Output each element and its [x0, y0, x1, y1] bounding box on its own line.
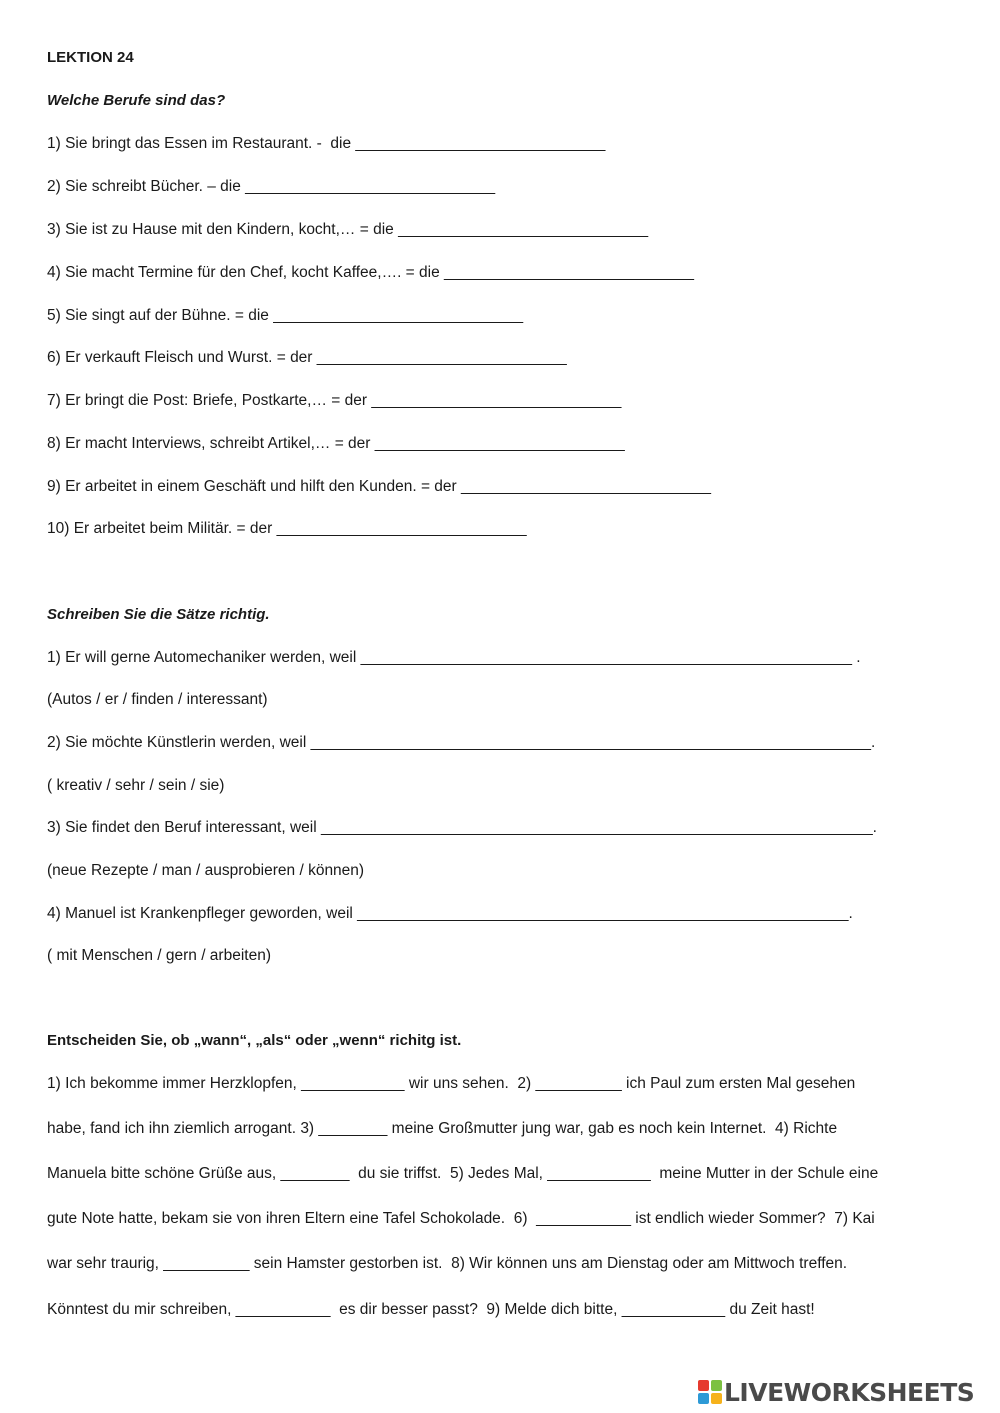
profession-item-6: 6) Er verkauft Fleisch und Wurst. = der _____________________________	[47, 349, 567, 366]
logo-cell-e	[711, 1393, 722, 1404]
conjunction-paragraph-line: gute Note hatte, bekam sie von ihren Eltern eine Tafel Schokolade. 6) ___________ ist endlich wieder Sommer? 7) Kai	[47, 1210, 875, 1227]
liveworksheets-logo	[698, 1376, 994, 1410]
profession-item-3: 3) Sie ist zu Hause mit den Kindern, kocht,… = die _____________________________	[47, 221, 649, 238]
conjunction-paragraph-line: habe, fand ich ihn ziemlich arrogant. 3) ________ meine Großmutter jung war, gab es noch kein Internet. 4) Richte	[47, 1120, 838, 1137]
sentence-item-1: 1) Er will gerne Automechaniker werden, weil _________________________________________________________ .	[47, 649, 861, 666]
sentence-item-3: 3) Sie findet den Beruf interessant, weil ________________________________________________________________.	[47, 819, 877, 836]
logo-cell-v	[698, 1393, 709, 1404]
profession-item-4: 4) Sie macht Termine für den Chef, kocht Kaffee,…. = die _____________________________	[47, 264, 695, 281]
sentence-hint-1: (Autos / er / finden / interessant)	[47, 691, 268, 708]
sentence-item-2: 2) Sie möchte Künstlerin werden, weil _________________________________________________________________.	[47, 734, 876, 751]
section-heading-sentences: Schreiben Sie die Sätze richtig.	[47, 606, 270, 623]
profession-item-8: 8) Er macht Interviews, schreibt Artikel,… = der _____________________________	[47, 435, 625, 452]
logo-wordmark: LIVEWORKSHEETS	[724, 1378, 975, 1407]
logo-cell-i	[711, 1380, 722, 1391]
logo-cell-l	[698, 1380, 709, 1391]
conjunction-paragraph-line: war sehr traurig, __________ sein Hamster gestorben ist. 8) Wir können uns am Dienstag oder am Mittwoch treffen.	[47, 1255, 848, 1272]
section-heading-professions: Welche Berufe sind das?	[47, 92, 226, 109]
sentence-hint-2: ( kreativ / sehr / sein / sie)	[47, 777, 225, 794]
conjunction-paragraph-line: 1) Ich bekomme immer Herzklopfen, ____________ wir uns sehen. 2) __________ ich Paul zum ersten Mal gesehen	[47, 1075, 856, 1092]
conjunction-paragraph-line: Manuela bitte schöne Grüße aus, ________ du sie triffst. 5) Jedes Mal, ____________ meine Mutter in der Schule eine	[47, 1165, 879, 1182]
sentence-hint-3: (neue Rezepte / man / ausprobieren / können)	[47, 862, 365, 879]
profession-item-7: 7) Er bringt die Post: Briefe, Postkarte,… = der _____________________________	[47, 392, 622, 409]
lesson-title: LEKTION 24	[47, 49, 134, 66]
sentence-item-4: 4) Manuel ist Krankenpfleger geworden, weil _________________________________________________________.	[47, 905, 853, 922]
logo-grid-icon	[698, 1380, 722, 1404]
profession-item-1: 1) Sie bringt das Essen im Restaurant. - die _____________________________	[47, 135, 606, 152]
profession-item-5: 5) Sie singt auf der Bühne. = die _____________________________	[47, 307, 524, 324]
sentence-hint-4: ( mit Menschen / gern / arbeiten)	[47, 947, 271, 964]
section-heading-conjunctions: Entscheiden Sie, ob „wann“, „als“ oder „wenn“ richitg ist.	[47, 1032, 462, 1049]
profession-item-9: 9) Er arbeitet in einem Geschäft und hilft den Kunden. = der _____________________________	[47, 478, 712, 495]
profession-item-2: 2) Sie schreibt Bücher. – die _____________________________	[47, 178, 496, 195]
profession-item-10: 10) Er arbeitet beim Militär. = der _____________________________	[47, 520, 527, 537]
conjunction-paragraph-line: Könntest du mir schreiben, ___________ es dir besser passt? 9) Melde dich bitte, ____________ du Zeit hast!	[47, 1301, 815, 1318]
